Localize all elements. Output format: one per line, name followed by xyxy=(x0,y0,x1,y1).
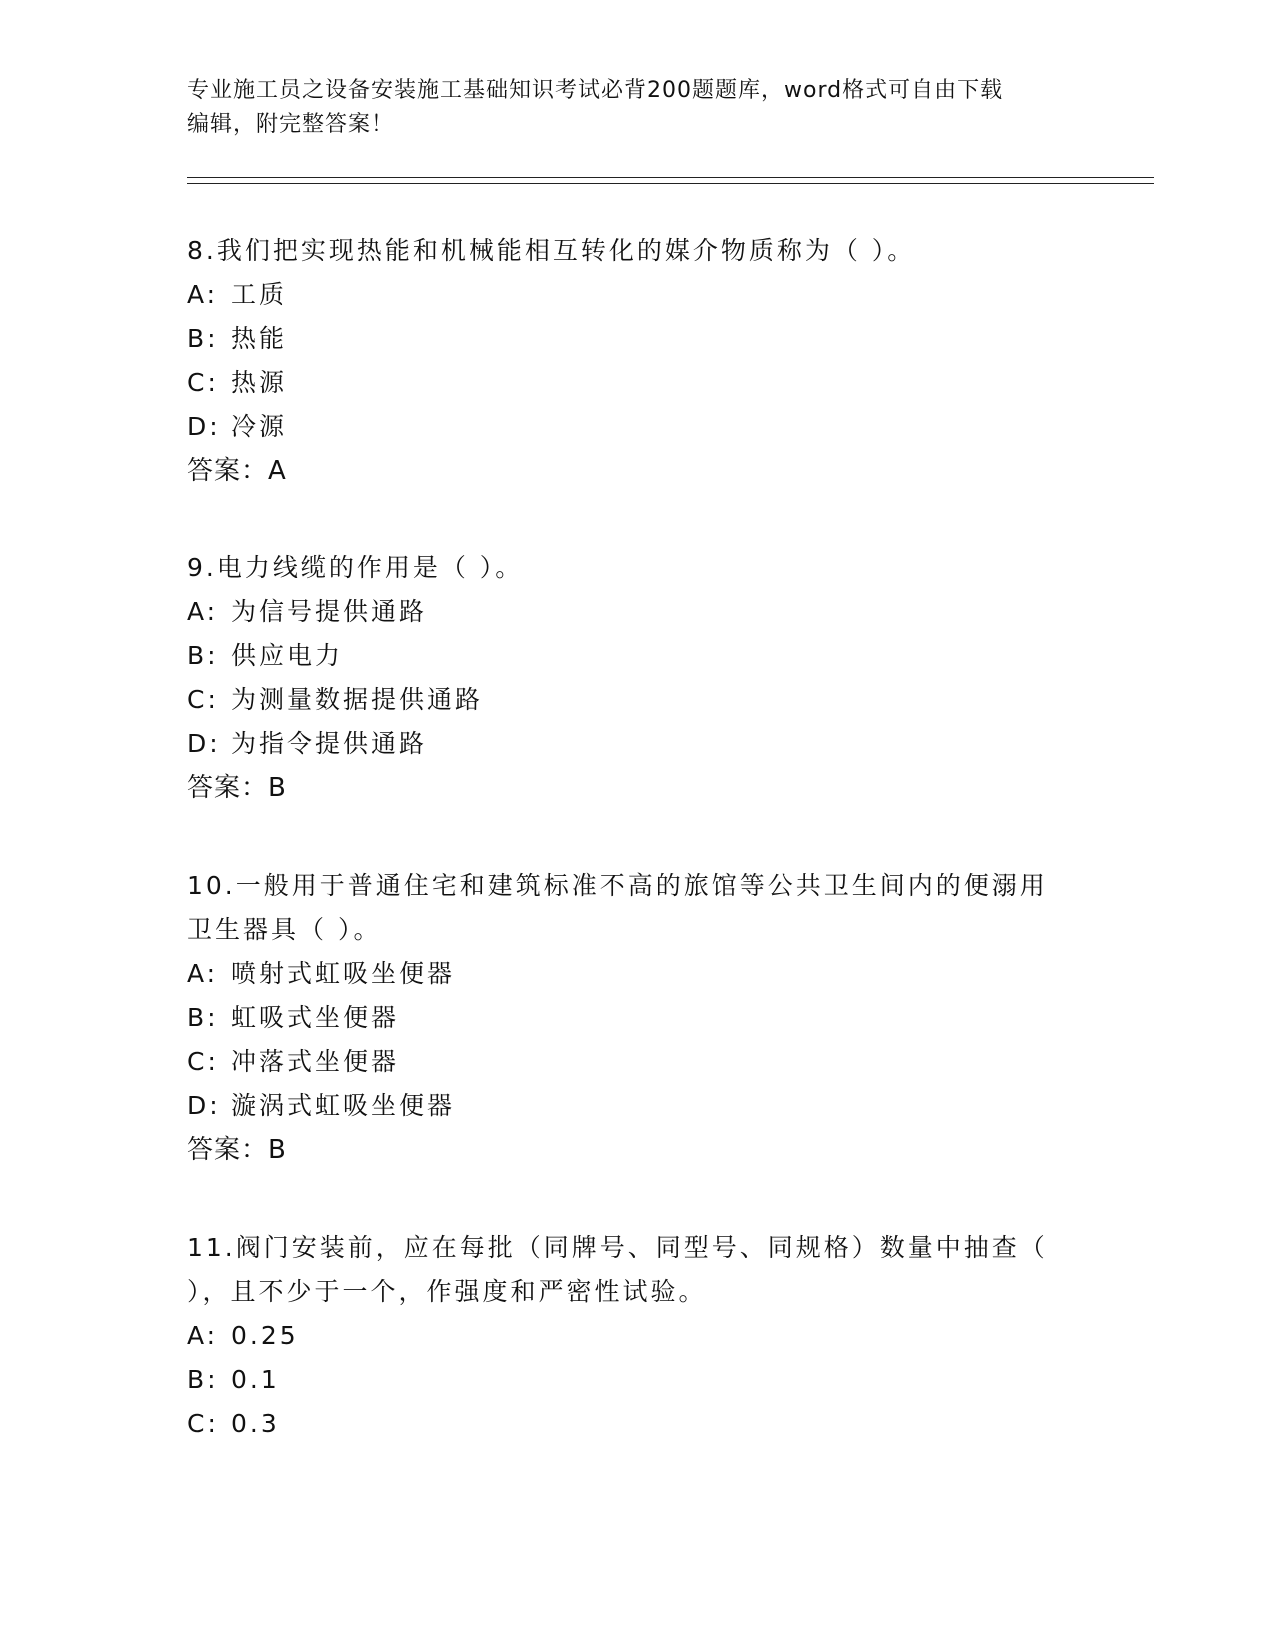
option-text: 工质 xyxy=(231,280,288,309)
option-text: 0.3 xyxy=(231,1409,280,1438)
question-stem-line-2: ），且不少于一个，作强度和严密性试验。 xyxy=(187,1277,707,1306)
option-a xyxy=(187,952,1077,996)
header-title-line-1: 专业施工员之设备安装施工基础知识考试必背200题题库，word格式可自由下载 xyxy=(187,78,1004,103)
header-divider-bottom xyxy=(187,183,1154,184)
option-text: 0.25 xyxy=(231,1321,299,1350)
option-text: 为测量数据提供通路 xyxy=(231,685,484,714)
question-stem-line-1: 11.阀门安装前，应在每批（同牌号、同型号、同规格）数量中抽查（ xyxy=(187,1233,1048,1262)
option-d xyxy=(187,405,1077,449)
option-text: 热能 xyxy=(231,324,288,353)
question-stem-line-1: 10.一般用于普通住宅和建筑标准不高的旅馆等公共卫生间内的便溺用 xyxy=(187,871,1048,900)
option-letter: B: xyxy=(187,1365,219,1394)
question-11 xyxy=(187,1226,1077,1446)
answer-label: 答案： xyxy=(187,456,269,486)
option-b xyxy=(187,634,1077,678)
option-letter: B: xyxy=(187,1003,219,1032)
option-letter: A: xyxy=(187,1321,219,1350)
question-stem: 8.我们把实现热能和机械能相互转化的媒介物质称为（ ）。 xyxy=(187,236,916,265)
option-text: 冷源 xyxy=(231,412,288,441)
option-a xyxy=(187,273,1077,317)
option-text: 漩涡式虹吸坐便器 xyxy=(231,1091,456,1120)
option-letter: D: xyxy=(187,412,221,441)
answer-label: 答案： xyxy=(187,1135,269,1165)
header-divider-top xyxy=(187,177,1154,178)
question-9 xyxy=(187,546,1077,810)
option-letter: C: xyxy=(187,1409,219,1438)
option-text: 0.1 xyxy=(231,1365,280,1394)
question-stem-line-2: 卫生器具（ ）。 xyxy=(187,915,382,944)
document-header xyxy=(187,74,1087,142)
option-text: 为指令提供通路 xyxy=(231,729,428,758)
question-stem: 9.电力线缆的作用是（ ）。 xyxy=(187,553,524,582)
option-letter: D: xyxy=(187,1091,221,1120)
answer-line xyxy=(187,1128,1077,1172)
option-text: 虹吸式坐便器 xyxy=(231,1003,400,1032)
option-letter: C: xyxy=(187,368,219,397)
option-d xyxy=(187,722,1077,766)
option-d xyxy=(187,1084,1077,1128)
option-a xyxy=(187,590,1077,634)
option-letter: D: xyxy=(187,729,221,758)
option-text: 冲落式坐便器 xyxy=(231,1047,400,1076)
option-c xyxy=(187,678,1077,722)
option-b xyxy=(187,317,1077,361)
option-letter: A: xyxy=(187,597,219,626)
option-letter: B: xyxy=(187,324,219,353)
option-c xyxy=(187,1402,1077,1446)
question-8 xyxy=(187,229,1077,493)
option-b xyxy=(187,1358,1077,1402)
answer-line xyxy=(187,766,1077,810)
answer-line xyxy=(187,449,1077,493)
option-letter: A: xyxy=(187,280,219,309)
option-b xyxy=(187,996,1077,1040)
option-a xyxy=(187,1314,1077,1358)
answer-label: 答案： xyxy=(187,773,269,803)
header-title-line-2: 编辑，附完整答案！ xyxy=(187,112,395,137)
option-text: 供应电力 xyxy=(231,641,344,670)
option-letter: C: xyxy=(187,685,219,714)
option-letter: C: xyxy=(187,1047,219,1076)
answer-value: A xyxy=(268,456,286,486)
answer-value: B xyxy=(268,1135,286,1165)
option-text: 热源 xyxy=(231,368,288,397)
question-10 xyxy=(187,864,1077,1172)
option-text: 喷射式虹吸坐便器 xyxy=(231,959,456,988)
option-text: 为信号提供通路 xyxy=(231,597,428,626)
option-letter: A: xyxy=(187,959,219,988)
option-letter: B: xyxy=(187,641,219,670)
option-c xyxy=(187,1040,1077,1084)
option-c xyxy=(187,361,1077,405)
answer-value: B xyxy=(268,773,286,803)
